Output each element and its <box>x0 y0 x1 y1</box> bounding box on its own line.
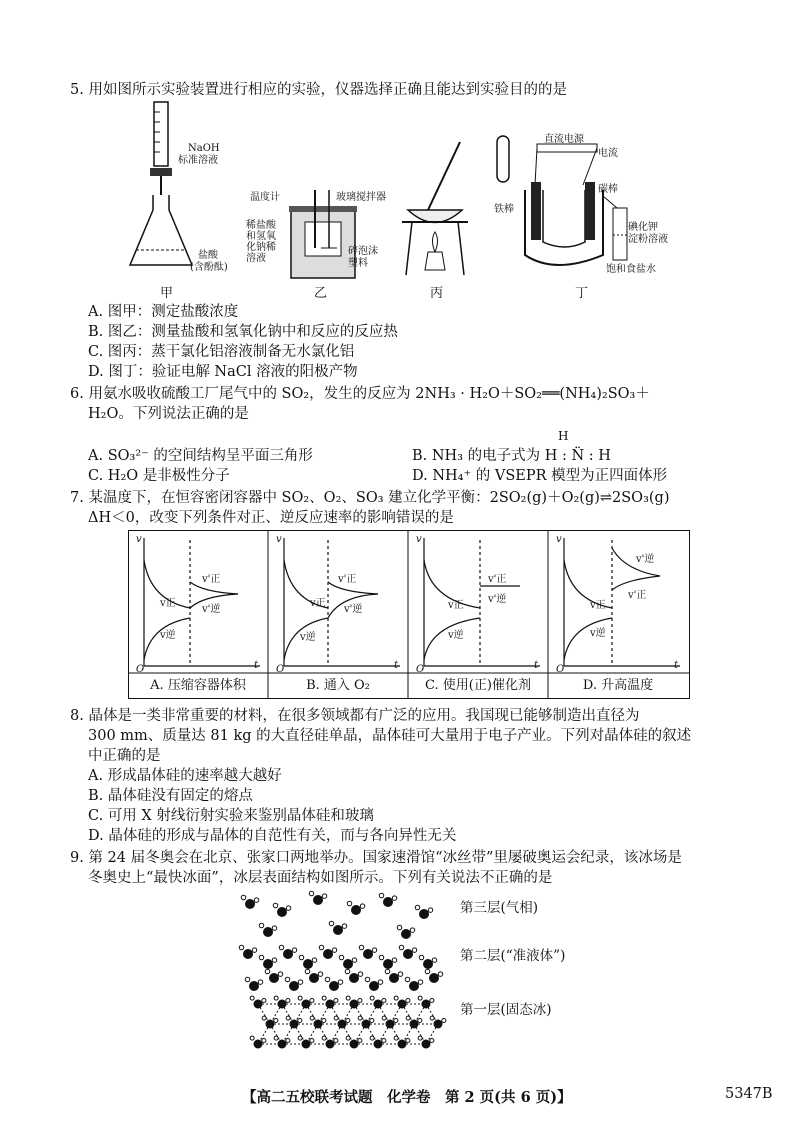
paper-code: 5347B <box>725 1086 773 1102</box>
electrolysis-figure <box>495 130 665 280</box>
evaporation-figure <box>400 140 470 280</box>
water-molecule <box>310 1016 326 1028</box>
water-molecule <box>279 945 297 959</box>
fig-jia-caption: 甲 <box>160 286 174 301</box>
water-molecule <box>418 996 434 1008</box>
water-molecule <box>359 945 377 959</box>
panel-b-l4: v逆 <box>300 632 316 643</box>
fig-yi-caption: 乙 <box>314 286 328 301</box>
water-molecule <box>285 977 303 991</box>
panel-c-l3: v正 <box>448 600 464 611</box>
water-molecule <box>365 977 383 991</box>
panel-b-l3: v正 <box>310 598 326 609</box>
water-molecule <box>346 1036 362 1048</box>
water-molecule <box>299 955 317 969</box>
axis-t-b: t <box>394 660 399 671</box>
water-molecule <box>346 996 362 1008</box>
axis-t-a: t <box>254 660 259 671</box>
panel-d-l3: v正 <box>590 600 606 611</box>
panel-b-l1: v'正 <box>338 574 357 585</box>
water-molecule <box>406 1016 422 1028</box>
water-molecule <box>379 955 397 969</box>
axis-t-c: t <box>534 660 539 671</box>
panel-d-l4: v逆 <box>590 628 606 639</box>
q8-option-b: B. 晶体硅没有固定的熔点 <box>88 788 253 804</box>
panel-a-l4: v逆 <box>160 630 176 641</box>
axis-v-d: v <box>556 534 562 545</box>
naoh-label: NaOH <box>188 143 220 154</box>
q8-line3: 中正确的是 <box>88 748 161 764</box>
fig-ding-caption: 丁 <box>575 286 589 301</box>
ki-label-2: 淀粉溶液 <box>628 234 668 245</box>
water-molecule <box>262 1016 278 1028</box>
q7-stem-line2: ΔH＜0，改变下列条件对正、逆反应速率的影响错误的是 <box>88 510 454 526</box>
water-molecule <box>418 1036 434 1048</box>
q8-line1: 8. 晶体是一类非常重要的材料，在很多领域都有广泛的应用。我国现已能够制造出直径为 <box>70 708 640 724</box>
axis-v-c: v <box>416 534 422 545</box>
water-molecule <box>259 923 277 937</box>
q9-line2: 冬奥史上“最快冰面”，冰层表面结构如图所示。下列有关说法不正确的是 <box>88 870 553 886</box>
panel-a-caption: A. 压缩容器体积 <box>150 678 246 693</box>
water-molecule <box>329 921 347 935</box>
water-molecule <box>319 945 337 959</box>
panel-c-l4: v逆 <box>448 630 464 641</box>
water-molecule <box>394 996 410 1008</box>
water-molecule <box>322 996 338 1008</box>
solution-label-2: 和氢氧 <box>246 231 276 242</box>
water-molecule <box>250 1036 266 1048</box>
q8-option-d: D. 晶体硅的形成与晶体的自范性有关，而与各向异性无关 <box>88 828 457 844</box>
water-molecule <box>273 903 291 917</box>
current-label: 电流 <box>598 148 618 159</box>
origin-a: O <box>136 664 145 675</box>
water-molecule <box>405 977 423 991</box>
water-molecule <box>334 1016 350 1028</box>
water-molecule <box>265 969 283 983</box>
thermometer-label: 温度计 <box>250 192 280 203</box>
water-molecule <box>250 996 266 1008</box>
foam-label-1: 碎泡沫 <box>348 246 378 257</box>
panel-c-l2: v'逆 <box>488 594 507 605</box>
q5-option-a: A. 图甲：测定盐酸浓度 <box>88 304 239 320</box>
foam-label-2: 塑料 <box>348 258 368 269</box>
q9-line1: 9. 第 24 届冬奥会在北京、张家口两地举办。国家速滑馆“冰丝带”里屡破奥运会纪录，该冰场是 <box>70 850 682 866</box>
water-molecule <box>298 996 314 1008</box>
q6-stem-line1: 6. 用氨水吸收硫酸工厂尾气中的 SO₂，发生的反应为 2NH₃ · H₂O＋SO₂══(NH₄)₂SO₃＋ <box>70 386 650 402</box>
dc-power-label: 直流电源 <box>544 134 584 145</box>
water-molecule <box>325 977 343 991</box>
q5-option-d: D. 图丁：验证电解 NaCl 溶液的阳极产物 <box>88 364 358 380</box>
panel-a-l2: v'逆 <box>202 604 221 615</box>
water-molecule <box>385 969 403 983</box>
standard-solution-label: 标准溶液 <box>178 155 218 166</box>
solution-label-1: 稀盐酸 <box>246 220 276 231</box>
q5-option-b: B. 图乙：测量盐酸和氢氧化钠中和反应的反应热 <box>88 324 398 340</box>
water-molecule <box>239 945 257 959</box>
panel-b-l2: v'逆 <box>344 604 363 615</box>
axis-v-b: v <box>276 534 282 545</box>
layer3-label: 第三层(气相) <box>460 900 539 916</box>
indicator-label: (含酚酞) <box>190 262 228 273</box>
origin-d: O <box>556 664 565 675</box>
water-molecule <box>382 1016 398 1028</box>
q5-option-c: C. 图丙：蒸干氯化铝溶液制备无水氯化铝 <box>88 344 355 360</box>
water-molecule <box>241 895 259 909</box>
panel-d-caption: D. 升高温度 <box>582 678 654 693</box>
q8-option-c: C. 可用 X 射线衍射实验来鉴别晶体硅和玻璃 <box>88 808 374 824</box>
water-molecule <box>245 977 263 991</box>
panel-a-l1: v'正 <box>202 574 221 585</box>
hcl-label: 盐酸 <box>198 250 218 261</box>
water-molecule <box>309 891 327 905</box>
q8-option-a: A. 形成晶体硅的速率越大越好 <box>88 768 282 784</box>
solution-label-3: 化钠稀 <box>246 242 276 253</box>
water-molecule <box>379 893 397 907</box>
water-molecule <box>345 969 363 983</box>
origin-b: O <box>276 664 285 675</box>
fig-bing-caption: 丙 <box>430 286 444 301</box>
panel-c-l1: v'正 <box>488 574 507 585</box>
brine-label: 饱和食盐水 <box>606 264 656 275</box>
q7-stem-line1: 7. 某温度下，在恒容密闭容器中 SO₂、O₂、SO₃ 建立化学平衡：2SO₂(g)＋O₂(g)⇌2SO₃(g) <box>70 490 670 506</box>
water-molecule <box>339 955 357 969</box>
water-molecule <box>274 1036 290 1048</box>
q6-option-b-top-h: H <box>558 429 569 443</box>
water-molecule <box>430 1016 446 1028</box>
q6-option-b: B. NH₃ 的电子式为 H : N̈ : H <box>412 448 611 464</box>
water-molecule <box>394 1036 410 1048</box>
ice-surface-structure-figure <box>238 892 448 1064</box>
water-molecule <box>298 1036 314 1048</box>
ki-label-1: 碘化钾 <box>628 222 658 233</box>
q5-stem: 5. 用如图所示实验装置进行相应的实验，仪器选择正确且能达到实验目的的是 <box>70 82 567 98</box>
layer1-label: 第一层(固态冰) <box>460 1002 552 1018</box>
water-molecule <box>305 969 323 983</box>
water-molecule <box>347 901 365 915</box>
q8-line2: 300 mm、质量达 81 kg 的大直径硅单晶，晶体硅可大量用于电子产业。下列对晶体硅的叙述 <box>88 728 692 744</box>
panel-b-caption: B. 通入 O₂ <box>306 678 370 693</box>
q6-option-c: C. H₂O 是非极性分子 <box>88 468 230 484</box>
water-molecule <box>370 1036 386 1048</box>
solution-label-4: 溶液 <box>246 253 266 264</box>
water-molecule <box>425 969 443 983</box>
iron-rod-label: 铁棒 <box>494 204 514 215</box>
panel-a-l3: v正 <box>160 598 176 609</box>
q6-option-d: D. NH₄⁺ 的 VSEPR 模型为正四面体形 <box>412 468 668 484</box>
q6-stem-line2: H₂O。下列说法正确的是 <box>88 406 249 422</box>
panel-c-caption: C. 使用(正)催化剂 <box>425 678 531 693</box>
water-molecule <box>259 955 277 969</box>
origin-c: O <box>416 664 425 675</box>
water-molecule <box>370 996 386 1008</box>
water-molecule <box>358 1016 374 1028</box>
water-molecule <box>322 1036 338 1048</box>
water-molecule <box>399 945 417 959</box>
carbon-rod-label: 碳棒 <box>598 184 618 195</box>
axis-t-d: t <box>674 660 679 671</box>
glass-stirrer-label: 玻璃搅拌器 <box>336 192 386 203</box>
water-molecule <box>286 1016 302 1028</box>
calorimeter-figure <box>285 190 365 285</box>
page-footer: 【高二五校联考试题 化学卷 第 2 页(共 6 页)】 <box>242 1089 572 1106</box>
water-molecule <box>274 996 290 1008</box>
layer2-label: 第二层(“准液体”) <box>460 948 566 964</box>
q6-option-a: A. SO₃²⁻ 的空间结构呈平面三角形 <box>88 448 313 464</box>
water-molecule <box>419 955 437 969</box>
panel-d-l2: v'正 <box>628 590 647 601</box>
water-molecule <box>415 905 433 919</box>
water-molecule <box>397 925 415 939</box>
axis-v-a: v <box>136 534 142 545</box>
panel-d-l1: v'逆 <box>636 554 655 565</box>
